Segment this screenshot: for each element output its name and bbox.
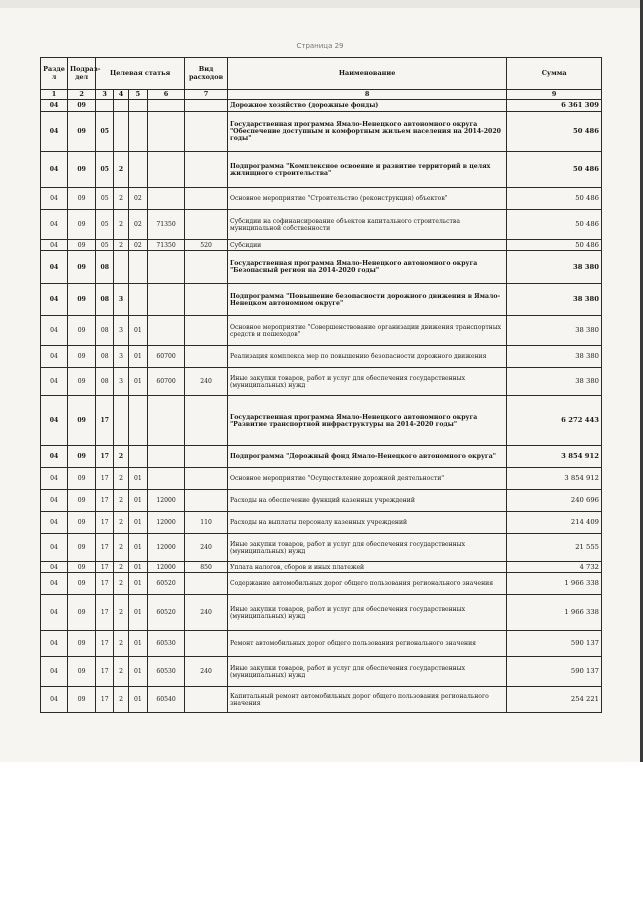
cell-program xyxy=(96,100,114,112)
cell-direction: 12000 xyxy=(147,512,184,534)
cell-naimenovanie: Реализация комплекса мер по повышению безопасности дорожного движения xyxy=(227,346,506,368)
cell-event: 01 xyxy=(128,595,147,631)
cell-podrazdel: 09 xyxy=(68,112,96,152)
table-row xyxy=(41,562,602,573)
cell-direction: 12000 xyxy=(147,562,184,573)
cell-subprogram: 2 xyxy=(114,240,129,251)
cell-event xyxy=(128,446,147,468)
table-row xyxy=(41,240,602,251)
table-row xyxy=(41,573,602,595)
cell-summa: 3 854 912 xyxy=(507,446,602,468)
cell-vid-rashodov: 240 xyxy=(185,657,228,687)
cell-vid-rashodov xyxy=(185,188,228,210)
cell-direction: 60700 xyxy=(147,346,184,368)
cell-vid-rashodov: 240 xyxy=(185,368,228,396)
cell-podrazdel: 09 xyxy=(68,446,96,468)
header-razdel: Разде л xyxy=(41,58,68,90)
cell-podrazdel: 09 xyxy=(68,188,96,210)
cell-direction: 12000 xyxy=(147,534,184,562)
cell-razdel: 04 xyxy=(41,251,68,284)
cell-podrazdel: 09 xyxy=(68,631,96,657)
cell-razdel: 04 xyxy=(41,534,68,562)
cell-podrazdel: 09 xyxy=(68,210,96,240)
table-row xyxy=(41,468,602,490)
cell-subprogram: 2 xyxy=(114,534,129,562)
cell-naimenovanie: Ремонт автомобильных дорог общего пользования регионального значения xyxy=(227,631,506,657)
cell-razdel: 04 xyxy=(41,512,68,534)
cell-vid-rashodov xyxy=(185,396,228,446)
cell-naimenovanie: Основное мероприятие "Строительство (реконструкция) объектов" xyxy=(227,188,506,210)
cell-vid-rashodov xyxy=(185,573,228,595)
cell-summa: 38 380 xyxy=(507,368,602,396)
cell-subprogram: 2 xyxy=(114,573,129,595)
cell-podrazdel: 09 xyxy=(68,573,96,595)
column-number-row xyxy=(41,90,602,100)
cell-direction xyxy=(147,316,184,346)
cell-program: 05 xyxy=(96,188,114,210)
table-row xyxy=(41,687,602,713)
col-number: 7 xyxy=(185,90,228,100)
cell-naimenovanie: Государственная программа Ямало-Ненецкого автономного округа "Безопасный регион на 2014-2020 годы" xyxy=(227,251,506,284)
cell-razdel: 04 xyxy=(41,100,68,112)
table-row xyxy=(41,446,602,468)
cell-razdel: 04 xyxy=(41,631,68,657)
cell-naimenovanie: Иные закупки товаров, работ и услуг для обеспечения государственных (муниципальных) нужд xyxy=(227,534,506,562)
cell-event xyxy=(128,152,147,188)
cell-program: 08 xyxy=(96,368,114,396)
cell-razdel: 04 xyxy=(41,396,68,446)
cell-razdel: 04 xyxy=(41,687,68,713)
cell-vid-rashodov: 110 xyxy=(185,512,228,534)
cell-program: 17 xyxy=(96,687,114,713)
cell-summa: 38 380 xyxy=(507,251,602,284)
cell-program: 05 xyxy=(96,210,114,240)
col-number: 1 xyxy=(41,90,68,100)
cell-summa: 3 854 912 xyxy=(507,468,602,490)
cell-direction xyxy=(147,100,184,112)
cell-event: 01 xyxy=(128,573,147,595)
cell-vid-rashodov xyxy=(185,687,228,713)
cell-event: 01 xyxy=(128,368,147,396)
cell-summa: 50 486 xyxy=(507,240,602,251)
table-row xyxy=(41,152,602,188)
cell-program: 17 xyxy=(96,512,114,534)
cell-naimenovanie: Государственная программа Ямало-Ненецкого автономного округа "Обеспечение доступным и комфортным жильем населения на 2014-2020 годы" xyxy=(227,112,506,152)
table-row xyxy=(41,534,602,562)
cell-summa: 38 380 xyxy=(507,346,602,368)
cell-razdel: 04 xyxy=(41,152,68,188)
cell-razdel: 04 xyxy=(41,490,68,512)
table-row xyxy=(41,396,602,446)
cell-subprogram: 3 xyxy=(114,346,129,368)
cell-direction xyxy=(147,251,184,284)
cell-direction: 60530 xyxy=(147,631,184,657)
cell-naimenovanie: Государственная программа Ямало-Ненецкого автономного округа "Развитие транспортной инфраструктуры на 2014-2020 годы" xyxy=(227,396,506,446)
cell-podrazdel: 09 xyxy=(68,468,96,490)
cell-summa: 38 380 xyxy=(507,284,602,316)
cell-direction: 12000 xyxy=(147,490,184,512)
cell-naimenovanie: Субсидии xyxy=(227,240,506,251)
cell-podrazdel: 09 xyxy=(68,152,96,188)
cell-razdel: 04 xyxy=(41,284,68,316)
cell-naimenovanie: Иные закупки товаров, работ и услуг для обеспечения государственных (муниципальных) нужд xyxy=(227,368,506,396)
cell-subprogram: 2 xyxy=(114,595,129,631)
cell-event xyxy=(128,396,147,446)
cell-razdel: 04 xyxy=(41,346,68,368)
cell-event: 01 xyxy=(128,534,147,562)
cell-summa: 590 137 xyxy=(507,657,602,687)
table-row xyxy=(41,368,602,396)
cell-vid-rashodov xyxy=(185,100,228,112)
cell-naimenovanie: Подпрограмма "Повышение безопасности дорожного движения в Ямало-Ненецком автономном округе" xyxy=(227,284,506,316)
cell-program: 17 xyxy=(96,490,114,512)
col-number: 9 xyxy=(507,90,602,100)
cell-subprogram: 2 xyxy=(114,446,129,468)
cell-summa: 590 137 xyxy=(507,631,602,657)
cell-razdel: 04 xyxy=(41,562,68,573)
cell-podrazdel: 09 xyxy=(68,512,96,534)
cell-razdel: 04 xyxy=(41,240,68,251)
cell-summa: 1 966 338 xyxy=(507,595,602,631)
budget-table xyxy=(40,57,602,713)
cell-summa: 4 732 xyxy=(507,562,602,573)
cell-direction: 60520 xyxy=(147,573,184,595)
cell-program: 17 xyxy=(96,573,114,595)
cell-direction xyxy=(147,112,184,152)
col-number: 8 xyxy=(227,90,506,100)
cell-naimenovanie: Расходы на обеспечение функций казенных учреждений xyxy=(227,490,506,512)
cell-podrazdel: 09 xyxy=(68,251,96,284)
cell-vid-rashodov xyxy=(185,210,228,240)
header-podrazdel: Подраз- дел xyxy=(68,58,96,90)
header-naimenovanie: Наименование xyxy=(227,58,506,90)
cell-subprogram xyxy=(114,251,129,284)
table-row xyxy=(41,490,602,512)
cell-podrazdel: 09 xyxy=(68,100,96,112)
cell-event: 02 xyxy=(128,240,147,251)
cell-direction xyxy=(147,284,184,316)
cell-program: 17 xyxy=(96,534,114,562)
cell-razdel: 04 xyxy=(41,316,68,346)
header-tselevaya-statya: Целевая статья xyxy=(96,58,185,90)
cell-program: 05 xyxy=(96,152,114,188)
cell-event xyxy=(128,100,147,112)
cell-event: 01 xyxy=(128,346,147,368)
cell-subprogram: 2 xyxy=(114,562,129,573)
cell-direction xyxy=(147,396,184,446)
cell-naimenovanie: Содержание автомобильных дорог общего пользования регионального значения xyxy=(227,573,506,595)
cell-podrazdel: 09 xyxy=(68,534,96,562)
cell-vid-rashodov xyxy=(185,346,228,368)
cell-podrazdel: 09 xyxy=(68,562,96,573)
col-number: 3 xyxy=(96,90,114,100)
cell-subprogram: 3 xyxy=(114,368,129,396)
cell-razdel: 04 xyxy=(41,210,68,240)
cell-event: 01 xyxy=(128,316,147,346)
cell-event xyxy=(128,251,147,284)
table-row xyxy=(41,100,602,112)
cell-event: 01 xyxy=(128,562,147,573)
cell-summa: 6 272 443 xyxy=(507,396,602,446)
table-row xyxy=(41,251,602,284)
cell-podrazdel: 09 xyxy=(68,316,96,346)
cell-program: 17 xyxy=(96,446,114,468)
cell-vid-rashodov: 520 xyxy=(185,240,228,251)
page-number: Страница 29 xyxy=(296,42,344,50)
cell-program: 08 xyxy=(96,284,114,316)
table-row xyxy=(41,631,602,657)
cell-event: 01 xyxy=(128,657,147,687)
cell-vid-rashodov: 850 xyxy=(185,562,228,573)
cell-event xyxy=(128,284,147,316)
cell-summa: 1 966 338 xyxy=(507,573,602,595)
cell-vid-rashodov: 240 xyxy=(185,534,228,562)
cell-vid-rashodov xyxy=(185,284,228,316)
cell-subprogram: 2 xyxy=(114,657,129,687)
cell-summa: 50 486 xyxy=(507,188,602,210)
cell-subprogram: 2 xyxy=(114,468,129,490)
cell-program: 17 xyxy=(96,468,114,490)
cell-vid-rashodov xyxy=(185,631,228,657)
cell-direction xyxy=(147,446,184,468)
cell-subprogram: 2 xyxy=(114,631,129,657)
table-row xyxy=(41,284,602,316)
cell-podrazdel: 09 xyxy=(68,595,96,631)
cell-subprogram: 2 xyxy=(114,152,129,188)
cell-subprogram: 2 xyxy=(114,490,129,512)
table-row xyxy=(41,657,602,687)
cell-program: 17 xyxy=(96,562,114,573)
cell-naimenovanie: Расходы на выплаты персоналу казенных учреждений xyxy=(227,512,506,534)
cell-subprogram: 2 xyxy=(114,687,129,713)
cell-vid-rashodov: 240 xyxy=(185,595,228,631)
cell-program: 17 xyxy=(96,657,114,687)
cell-podrazdel: 09 xyxy=(68,396,96,446)
cell-razdel: 04 xyxy=(41,112,68,152)
cell-subprogram: 3 xyxy=(114,316,129,346)
cell-program: 17 xyxy=(96,595,114,631)
cell-direction: 60520 xyxy=(147,595,184,631)
table-row xyxy=(41,346,602,368)
col-number: 2 xyxy=(68,90,96,100)
table-row xyxy=(41,210,602,240)
cell-razdel: 04 xyxy=(41,188,68,210)
cell-program: 08 xyxy=(96,251,114,284)
cell-direction xyxy=(147,188,184,210)
header-row xyxy=(41,58,602,90)
table-row xyxy=(41,595,602,631)
cell-podrazdel: 09 xyxy=(68,687,96,713)
cell-razdel: 04 xyxy=(41,573,68,595)
cell-vid-rashodov xyxy=(185,446,228,468)
cell-subprogram: 2 xyxy=(114,210,129,240)
cell-razdel: 04 xyxy=(41,595,68,631)
cell-podrazdel: 09 xyxy=(68,284,96,316)
cell-naimenovanie: Основное мероприятие "Совершенствование организации движения транспортных средств и пешеходов" xyxy=(227,316,506,346)
cell-event: 02 xyxy=(128,188,147,210)
cell-razdel: 04 xyxy=(41,446,68,468)
cell-program: 17 xyxy=(96,396,114,446)
cell-program: 08 xyxy=(96,316,114,346)
cell-podrazdel: 09 xyxy=(68,657,96,687)
cell-summa: 6 361 309 xyxy=(507,100,602,112)
cell-event: 01 xyxy=(128,631,147,657)
cell-vid-rashodov xyxy=(185,316,228,346)
cell-direction: 60540 xyxy=(147,687,184,713)
cell-podrazdel: 09 xyxy=(68,346,96,368)
cell-event: 01 xyxy=(128,490,147,512)
table-row xyxy=(41,112,602,152)
cell-program: 08 xyxy=(96,346,114,368)
cell-summa: 50 486 xyxy=(507,112,602,152)
cell-vid-rashodov xyxy=(185,112,228,152)
cell-naimenovanie: Иные закупки товаров, работ и услуг для обеспечения государственных (муниципальных) нужд xyxy=(227,657,506,687)
cell-program: 17 xyxy=(96,631,114,657)
cell-event: 01 xyxy=(128,687,147,713)
cell-naimenovanie: Основное мероприятие "Осуществление дорожной деятельности" xyxy=(227,468,506,490)
cell-summa: 21 555 xyxy=(507,534,602,562)
table-row xyxy=(41,316,602,346)
cell-summa: 214 409 xyxy=(507,512,602,534)
cell-event: 01 xyxy=(128,468,147,490)
cell-naimenovanie: Капитальный ремонт автомобильных дорог общего пользования регионального значения xyxy=(227,687,506,713)
cell-naimenovanie: Подпрограмма "Комплексное освоение и развитие территорий в целях жилищного строительства" xyxy=(227,152,506,188)
cell-subprogram: 2 xyxy=(114,188,129,210)
cell-subprogram xyxy=(114,112,129,152)
cell-summa: 254 221 xyxy=(507,687,602,713)
cell-subprogram: 2 xyxy=(114,512,129,534)
col-number: 5 xyxy=(128,90,147,100)
cell-direction: 71350 xyxy=(147,240,184,251)
cell-event xyxy=(128,112,147,152)
cell-podrazdel: 09 xyxy=(68,490,96,512)
cell-subprogram: 3 xyxy=(114,284,129,316)
cell-direction: 60530 xyxy=(147,657,184,687)
cell-naimenovanie: Субсидии на софинансирование объектов капитального строительства муниципальной собственности xyxy=(227,210,506,240)
cell-razdel: 04 xyxy=(41,368,68,396)
cell-vid-rashodov xyxy=(185,490,228,512)
scan-top-edge xyxy=(0,0,640,8)
cell-vid-rashodov xyxy=(185,152,228,188)
cell-direction: 60700 xyxy=(147,368,184,396)
cell-naimenovanie: Уплата налогов, сборов и иных платежей xyxy=(227,562,506,573)
cell-summa: 50 486 xyxy=(507,210,602,240)
cell-event: 02 xyxy=(128,210,147,240)
table-body xyxy=(41,100,602,713)
cell-event: 01 xyxy=(128,512,147,534)
table-row xyxy=(41,188,602,210)
col-number: 4 xyxy=(114,90,129,100)
cell-program: 05 xyxy=(96,112,114,152)
cell-program: 05 xyxy=(96,240,114,251)
cell-subprogram xyxy=(114,396,129,446)
cell-naimenovanie: Подпрограмма "Дорожный фонд Ямало-Ненецкого автономного округа" xyxy=(227,446,506,468)
cell-direction xyxy=(147,152,184,188)
header-vid-rashodov: Вид расходов xyxy=(185,58,228,90)
cell-direction xyxy=(147,468,184,490)
cell-summa: 50 486 xyxy=(507,152,602,188)
table-row xyxy=(41,512,602,534)
cell-razdel: 04 xyxy=(41,657,68,687)
cell-podrazdel: 09 xyxy=(68,368,96,396)
cell-naimenovanie: Иные закупки товаров, работ и услуг для обеспечения государственных (муниципальных) нужд xyxy=(227,595,506,631)
header-summa: Сумма xyxy=(507,58,602,90)
col-number: 6 xyxy=(147,90,184,100)
cell-direction: 71350 xyxy=(147,210,184,240)
cell-summa: 38 380 xyxy=(507,316,602,346)
cell-subprogram xyxy=(114,100,129,112)
cell-summa: 240 696 xyxy=(507,490,602,512)
cell-naimenovanie: Дорожное хозяйство (дорожные фонды) xyxy=(227,100,506,112)
cell-podrazdel: 09 xyxy=(68,240,96,251)
cell-razdel: 04 xyxy=(41,468,68,490)
cell-vid-rashodov xyxy=(185,468,228,490)
cell-vid-rashodov xyxy=(185,251,228,284)
